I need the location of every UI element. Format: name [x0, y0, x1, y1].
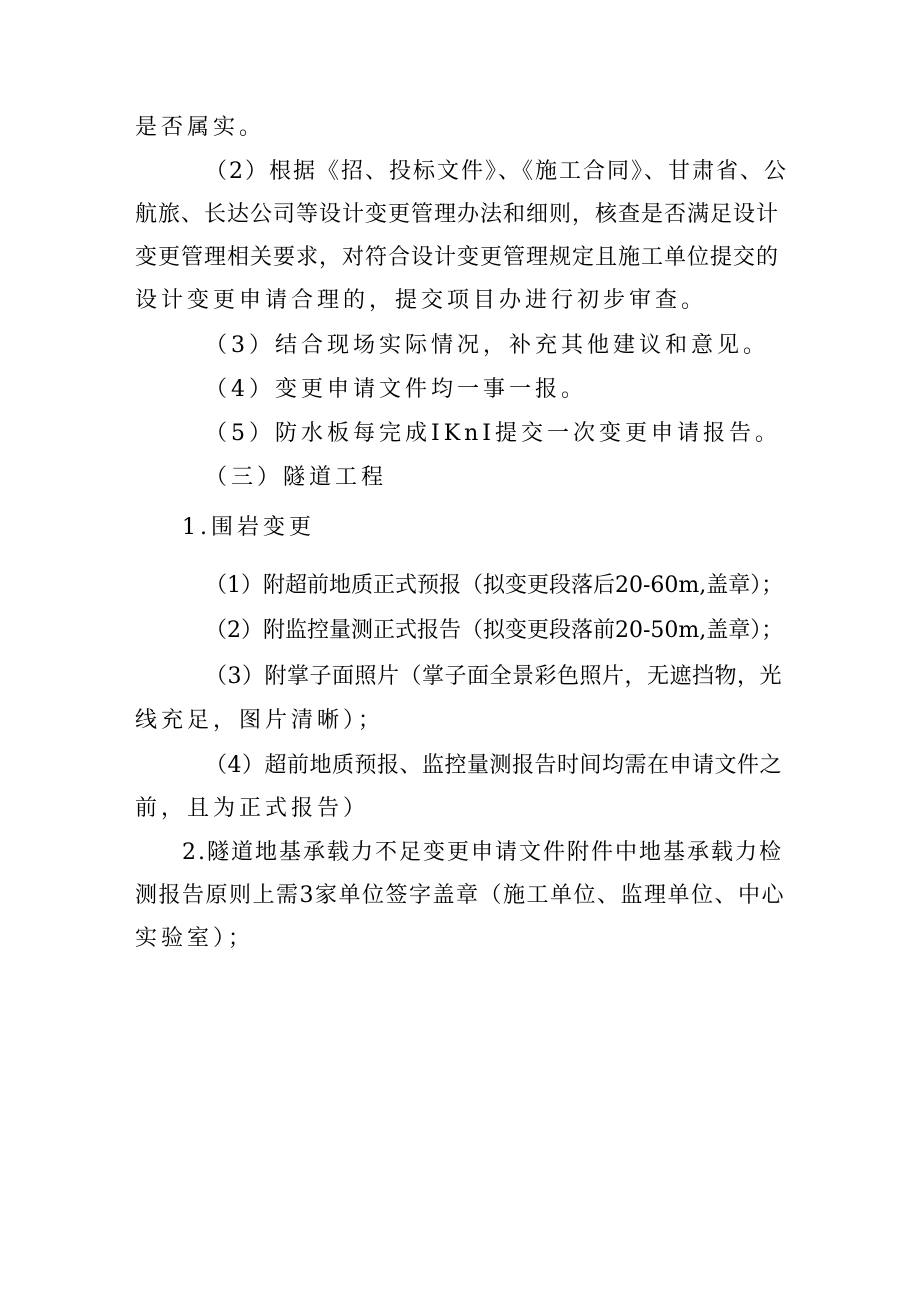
text-line-19: 实验室）； [135, 926, 255, 951]
text-line-2: （2）根据《招、投标文件》、《施工合同》、甘肃省、公 [205, 159, 788, 184]
text-line-5: 设计变更申请合理的，提交项目办进行初步审查。 [135, 288, 708, 313]
text-line-13: （3）附掌子面照片（掌子面全景彩色照片，无遮挡物，光 [205, 664, 782, 689]
text-line-14: 线充足，图片清晰）； [135, 708, 385, 733]
text-line-15: （4）超前地质预报、监控量测报告时间均需在申请文件之 [205, 753, 782, 778]
text-line-16: 前，且为正式报告） [135, 796, 370, 821]
text-line-12: （2）附监控量测正式报告（拟变更段落前20-50m,盖章）； [205, 618, 784, 643]
text-line-3: 航旅、长达公司等设计变更管理办法和细则，核查是否满足设计 [135, 202, 780, 227]
text-line-1: 是否属实。 [135, 115, 266, 140]
subsection-heading-rock: 1.围岩变更 [182, 515, 315, 540]
text-line-17: 2.隧道地基承载力不足变更申请文件附件中地基承载力检 [182, 840, 783, 865]
text-line-11: （1）附超前地质正式预报（拟变更段落后20-60m,盖章）； [205, 573, 784, 598]
text-line-18: 测报告原则上需3家单位签字盖章（施工单位、监理单位、中心 [135, 883, 785, 908]
section-heading-tunnel: （三）隧道工程 [205, 465, 388, 490]
text-line-6: （3）结合现场实际情况，补充其他建议和意见。 [205, 333, 769, 358]
text-line-7: （4）变更申请文件均一事一报。 [205, 377, 587, 402]
text-line-4: 变更管理相关要求，对符合设计变更管理规定且施工单位提交的 [135, 245, 780, 270]
text-line-8: （5）防水板每完成IKnI提交一次变更申请报告。 [205, 421, 781, 446]
